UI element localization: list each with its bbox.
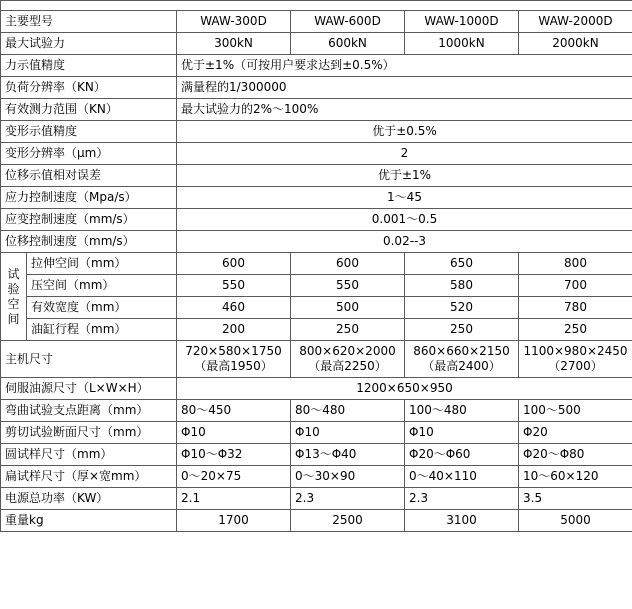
row-value-1: 200 (177, 319, 291, 341)
row-label: 弯曲试验支点距离（mm） (1, 400, 177, 422)
host-size-line1-4: 1100×980×2450 (523, 344, 628, 358)
row-value-1: 1700 (177, 510, 291, 532)
table-row (1, 378, 632, 400)
row-value-3: 1000kN (405, 33, 519, 55)
table-row (1, 275, 632, 297)
row-value-span: 0.02--3 (177, 231, 632, 253)
row-value-4: 5000 (519, 510, 632, 532)
row-label: 剪切试验断面尺寸（mm） (1, 422, 177, 444)
row-value-1: Φ10 (177, 422, 291, 444)
row-value-1: 2.1 (177, 488, 291, 510)
row-value-4: 250 (519, 319, 632, 341)
row-label: 位移示值相对误差 (1, 165, 177, 187)
row-value-2: 600 (291, 253, 405, 275)
row-value-2: 80～480 (291, 400, 405, 422)
row-value-3: 2.3 (405, 488, 519, 510)
group-label-char-1: 试 (7, 266, 20, 281)
row-label: 电源总功率（KW） (1, 488, 177, 510)
row-value-4: 3.5 (519, 488, 632, 510)
row-value-span: 2 (177, 143, 632, 165)
table-row (1, 209, 632, 231)
row-value-2: 2500 (291, 510, 405, 532)
row-value-3: Φ20～Φ60 (405, 444, 519, 466)
row-label: 拉伸空间（mm） (27, 253, 177, 275)
row-value-1: 0～20×75 (177, 466, 291, 488)
row-value-4: 780 (519, 297, 632, 319)
row-label-host-size: 主机尺寸 (1, 341, 177, 378)
row-value-2: 500 (291, 297, 405, 319)
row-value-3: 520 (405, 297, 519, 319)
row-value-4: 100～500 (519, 400, 632, 422)
row-value-3: 650 (405, 253, 519, 275)
row-value-span: 满量程的1/300000 (177, 77, 632, 99)
table-top-crop-row (1, 1, 632, 11)
host-size-value-3 (405, 341, 519, 378)
row-value-2: Φ10 (291, 422, 405, 444)
row-value-span: 优于±0.5% (177, 121, 632, 143)
row-value-2: Φ13～Φ40 (291, 444, 405, 466)
host-size-line2-1: （最高1950） (194, 359, 273, 373)
row-value-1: 460 (177, 297, 291, 319)
row-label: 力示值精度 (1, 55, 177, 77)
row-label: 最大试验力 (1, 33, 177, 55)
model-value-3: WAW-1000D (405, 11, 519, 33)
row-label: 扁试样尺寸（厚×宽mm） (1, 466, 177, 488)
table-row (1, 77, 632, 99)
table-row (1, 121, 632, 143)
row-value-2: 2.3 (291, 488, 405, 510)
table-row (1, 99, 632, 121)
host-size-value-4 (519, 341, 632, 378)
model-value-1: WAW-300D (177, 11, 291, 33)
model-value-2: WAW-600D (291, 11, 405, 33)
table-row (1, 165, 632, 187)
table-body (1, 1, 632, 532)
row-value-2: 550 (291, 275, 405, 297)
row-value-span: 最大试验力的2%～100% (177, 99, 632, 121)
row-label: 有效测力范围（KN） (1, 99, 177, 121)
row-value-3: 100～480 (405, 400, 519, 422)
row-value-1: 600 (177, 253, 291, 275)
row-value-3: 3100 (405, 510, 519, 532)
row-label: 伺服油源尺寸（L×W×H） (1, 378, 177, 400)
row-value-1: 550 (177, 275, 291, 297)
row-value-4: 800 (519, 253, 632, 275)
table-row-group-first (1, 253, 632, 275)
row-value-3: 250 (405, 319, 519, 341)
table-row (1, 319, 632, 341)
row-value-span: 1200×650×950 (177, 378, 632, 400)
table-row-host-size (1, 341, 632, 378)
row-label: 重量kg (1, 510, 177, 532)
row-value-span: 1～45 (177, 187, 632, 209)
host-size-line2-2: （最高2250） (308, 359, 387, 373)
table-row (1, 231, 632, 253)
row-value-3: 580 (405, 275, 519, 297)
row-label: 应变控制速度（mm/s） (1, 209, 177, 231)
model-value-4: WAW-2000D (519, 11, 632, 33)
host-size-line1-2: 800×620×2000 (299, 344, 396, 358)
table-row (1, 510, 632, 532)
host-size-line1-1: 720×580×1750 (185, 344, 282, 358)
row-value-2: 250 (291, 319, 405, 341)
row-value-3: Φ10 (405, 422, 519, 444)
row-value-2: 600kN (291, 33, 405, 55)
row-value-1: 300kN (177, 33, 291, 55)
table-row (1, 422, 632, 444)
row-value-3: 0～40×110 (405, 466, 519, 488)
table-top-crop-cell (1, 1, 632, 11)
table-row (1, 143, 632, 165)
group-label-char-3: 空 (7, 296, 20, 311)
table-row (1, 444, 632, 466)
row-value-4: 2000kN (519, 33, 632, 55)
row-label: 圆试样尺寸（mm） (1, 444, 177, 466)
row-label-models: 主要型号 (1, 11, 177, 33)
table-row-models (1, 11, 632, 33)
table-row (1, 187, 632, 209)
row-value-span: 0.001～0.5 (177, 209, 632, 231)
host-size-value-1 (177, 341, 291, 378)
group-label-char-4: 间 (7, 311, 20, 326)
row-value-4: 10～60×120 (519, 466, 632, 488)
host-size-value-2 (291, 341, 405, 378)
table-row (1, 466, 632, 488)
row-label: 变形示值精度 (1, 121, 177, 143)
table-row (1, 55, 632, 77)
group-label-test-space (1, 253, 27, 341)
host-size-line1-3: 860×660×2150 (413, 344, 510, 358)
table-row (1, 33, 632, 55)
host-size-line2-3: （最高2400） (422, 359, 501, 373)
row-label: 油缸行程（mm） (27, 319, 177, 341)
row-value-4: Φ20 (519, 422, 632, 444)
row-label: 变形分辨率（μm） (1, 143, 177, 165)
row-label: 压空间（mm） (27, 275, 177, 297)
row-value-4: Φ20～Φ80 (519, 444, 632, 466)
row-value-1: Φ10～Φ32 (177, 444, 291, 466)
host-size-line2-4: （2700） (548, 359, 603, 373)
row-value-span: 优于±1%（可按用户要求达到±0.5%） (177, 55, 632, 77)
table-row (1, 297, 632, 319)
row-label: 有效宽度（mm） (27, 297, 177, 319)
row-label: 负荷分辨率（KN） (1, 77, 177, 99)
row-value-4: 700 (519, 275, 632, 297)
row-value-2: 0～30×90 (291, 466, 405, 488)
row-value-1: 80～450 (177, 400, 291, 422)
row-value-span: 优于±1% (177, 165, 632, 187)
table-row (1, 400, 632, 422)
row-label: 位移控制速度（mm/s） (1, 231, 177, 253)
group-label-char-2: 验 (7, 281, 20, 296)
row-label: 应力控制速度（Mpa/s） (1, 187, 177, 209)
table-row (1, 488, 632, 510)
